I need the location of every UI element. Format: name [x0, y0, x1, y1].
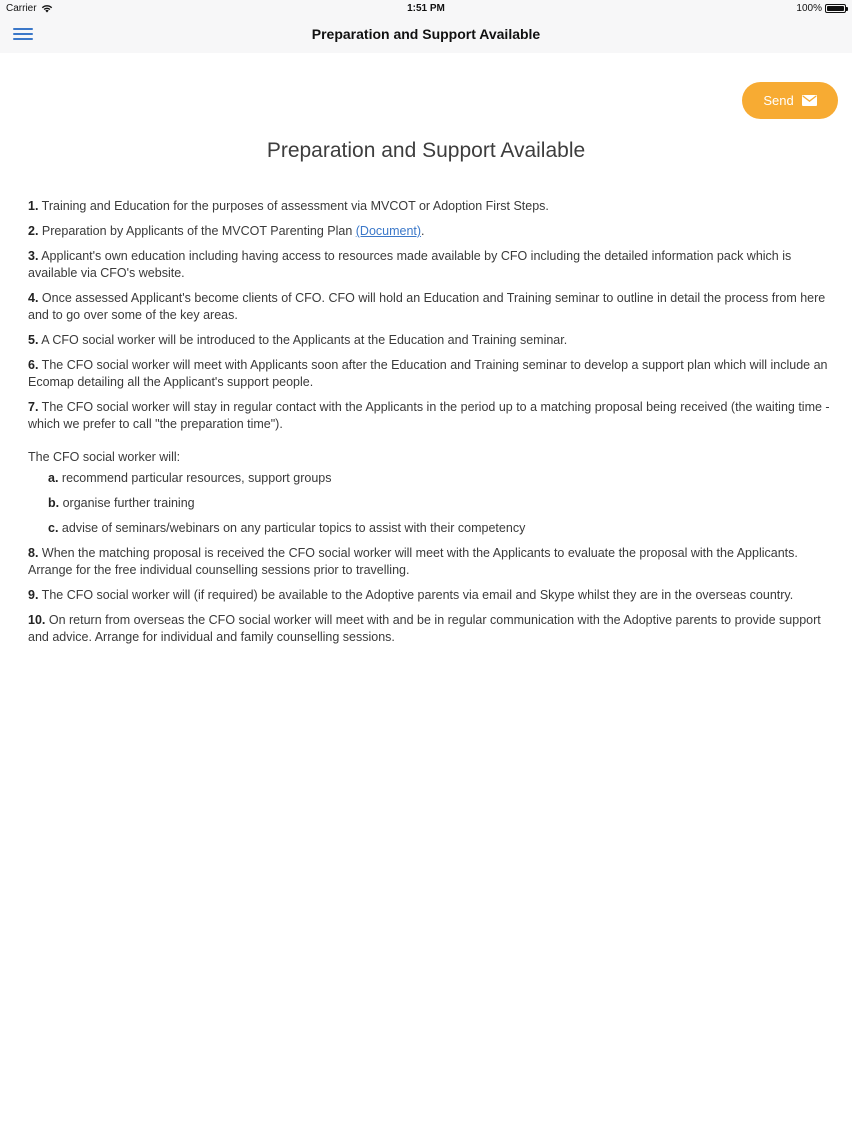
- list-item-text: The CFO social worker will meet with Applicants soon after the Education and Training seminar to develop a support plan which will include an Ecomap detailing all the Applicant's support people.: [28, 358, 828, 389]
- list-item-suffix: .: [421, 224, 425, 238]
- list-item-text: Preparation by Applicants of the MVCOT Parenting Plan: [38, 224, 356, 238]
- list-item-text: A CFO social worker will be introduced to the Applicants at the Education and Training seminar.: [38, 333, 568, 347]
- list-item-number: 2.: [28, 224, 39, 238]
- list-item-text: Training and Education for the purposes of assessment via MVCOT or Adoption First Steps.: [38, 199, 549, 213]
- list-item-text: Applicant's own education including having access to resources made available by CFO including the detailed information pack which is available via CFO's website.: [28, 249, 792, 280]
- document-link[interactable]: (Document): [355, 224, 422, 238]
- envelope-icon: [802, 95, 817, 106]
- list-item: [28, 290, 830, 324]
- sub-list-item-letter: c.: [48, 521, 59, 535]
- list-item: [28, 223, 830, 240]
- sub-list-item-text: recommend particular resources, support groups: [58, 471, 332, 485]
- list-item-number: 9.: [28, 588, 39, 602]
- list-item-number: 3.: [28, 249, 39, 263]
- list-item-text: When the matching proposal is received the CFO social worker will meet with the Applicants to evaluate the proposal with the Applicants. Arrange for the free individual counselling sessions prior to travelling.: [28, 546, 798, 577]
- content-body: [28, 198, 830, 654]
- sub-list-item-letter: b.: [48, 496, 60, 510]
- list-item-text: On return from overseas the CFO social worker will meet with and be in regular communication with the Adoptive parents to provide support and advice. Arrange for individual and family counselling sessions.: [28, 613, 821, 644]
- status-bar: [0, 0, 852, 18]
- list-item: [28, 357, 830, 391]
- send-button[interactable]: [742, 82, 838, 119]
- list-item: [28, 248, 830, 282]
- status-time: 1:51 PM: [407, 3, 445, 14]
- battery-icon: [825, 4, 846, 13]
- list-item: [28, 545, 830, 579]
- list-item: [28, 198, 830, 215]
- battery-status: [796, 3, 846, 14]
- numbered-list-continued: [28, 545, 830, 646]
- list-item-number: 7.: [28, 400, 39, 414]
- list-item-number: 4.: [28, 291, 39, 305]
- sub-list-item: [48, 495, 830, 512]
- list-item-number: 6.: [28, 358, 39, 372]
- list-item-number: 5.: [28, 333, 39, 347]
- carrier-label: Carrier: [6, 3, 37, 14]
- intro-text: The CFO social worker will:: [28, 450, 181, 464]
- page-title: Preparation and Support Available: [266, 139, 586, 162]
- list-item-text: Once assessed Applicant's become clients of CFO. CFO will hold an Education and Training seminar to outline in detail the process from here and to go over some of the key areas.: [28, 291, 826, 322]
- list-item: [28, 612, 830, 646]
- list-item: [28, 587, 830, 604]
- navigation-bar: [0, 18, 852, 53]
- sub-list-item-text: advise of seminars/webinars on any particular topics to assist with their competency: [58, 521, 526, 535]
- sub-list-item: [48, 520, 830, 537]
- list-item: [28, 399, 830, 433]
- lettered-list: [28, 470, 830, 537]
- list-item: [28, 332, 830, 349]
- sub-list-item-text: organise further training: [59, 496, 195, 510]
- list-item-number: 10.: [28, 613, 46, 627]
- battery-percent: 100%: [796, 3, 822, 14]
- list-item-text: The CFO social worker will stay in regular contact with the Applicants in the period up to a matching proposal being received (the waiting time - which we prefer to call "the preparation time").: [28, 400, 830, 431]
- list-item-number: 1.: [28, 199, 39, 213]
- sub-list-item: [48, 470, 830, 487]
- nav-title: Preparation and Support Available: [311, 26, 541, 42]
- list-item-text: The CFO social worker will (if required) be available to the Adoptive parents via email and Skype whilst they are in the overseas country.: [38, 588, 794, 602]
- sub-list-item-letter: a.: [48, 471, 59, 485]
- list-item-number: 8.: [28, 546, 39, 560]
- send-button-label: Send: [763, 93, 794, 108]
- numbered-list: [28, 198, 830, 433]
